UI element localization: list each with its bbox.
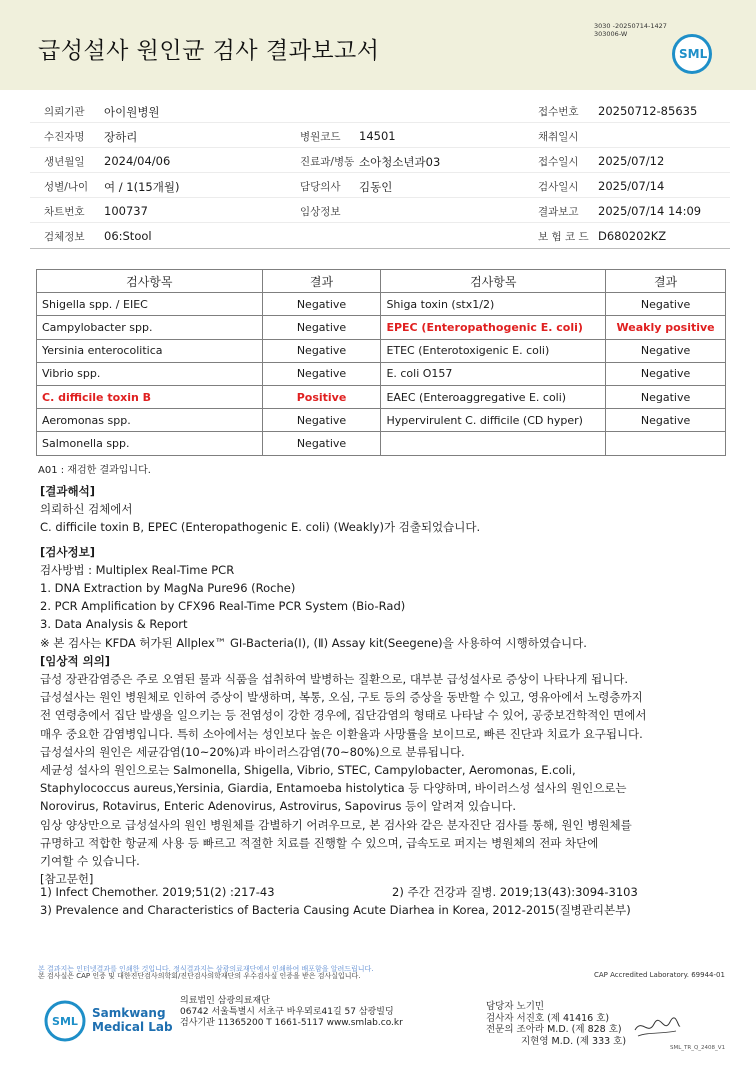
info-row xyxy=(30,173,730,198)
report-body xyxy=(40,482,730,888)
clinical-line: 기여할 수 있습니다. xyxy=(40,854,140,869)
staff-line: 전문의 조아라 M.D. (제 828 호) xyxy=(486,1024,622,1036)
footer-logo-name: Samkwang Medical Lab xyxy=(92,1006,173,1034)
recipient-value: 장하리 xyxy=(104,130,138,144)
clinical-line: 매우 중요한 감염병입니다. 특히 소아에서는 성인보다 높은 이환율과 사망률을 보이므로, 빠른 진단과 치료가 요구됩니다. xyxy=(40,726,643,741)
test-item: E. coli O157 xyxy=(381,362,606,385)
test-result-highlighted: Weakly positive xyxy=(606,316,726,339)
column-header: 검사항목 xyxy=(381,270,606,293)
test-item: Hypervirulent C. difficile (CD hyper) xyxy=(381,409,606,432)
info-row xyxy=(30,98,730,123)
report-date-value: 2025/07/14 14:09 xyxy=(598,204,702,218)
requesting-org-label: 의뢰기관 xyxy=(44,106,85,118)
table-row xyxy=(37,293,726,316)
department-value: 소아청소년과03 xyxy=(359,155,441,169)
internet-print-notice: 본 결과지는 인터넷결과를 인쇄한 것입니다. 정식결과지는 삼광의료재단에서 인쇄하여 배포함을 알려드립니다. xyxy=(38,965,374,973)
clinical-significance-heading: [임상적 의의] xyxy=(40,653,111,668)
receipt-date-label: 접수일시 xyxy=(538,156,579,168)
test-info-line: 3. Data Analysis & Report xyxy=(40,617,188,632)
org-address: 06742 서울특별시 서초구 바우뫼로41길 57 삼광빌딩 xyxy=(180,1007,394,1017)
patient-info-section xyxy=(30,98,730,249)
clinical-line: 급성설사의 원인은 세균감염(10~20%)과 바이러스감염(70~80%)으로 분류됩니다. xyxy=(40,744,465,759)
test-result: Negative xyxy=(606,293,726,316)
test-result: Negative xyxy=(606,385,726,408)
report-date-label: 결과보고 xyxy=(538,206,579,218)
table-row xyxy=(37,385,726,408)
column-header: 결과 xyxy=(262,270,381,293)
sml-footer-logo-icon xyxy=(44,1000,86,1042)
column-header: 결과 xyxy=(606,270,726,293)
clinical-line: 규명하고 적합한 항균제 사용 등 빠르고 적절한 치료를 진행할 수 있으며, 급속도로 퍼지는 병원체의 전파 차단에 xyxy=(40,835,599,850)
retest-note: A01 : 재검한 결과입니다. xyxy=(38,465,151,476)
test-result xyxy=(606,432,726,455)
info-row xyxy=(30,123,730,148)
test-info-line: 검사방법 : Multiplex Real-Time PCR xyxy=(40,562,235,577)
sex-age-label: 성별/나이 xyxy=(44,181,89,193)
info-row xyxy=(30,223,730,248)
test-info-line: 1. DNA Extraction by MagNa Pure96 (Roche) xyxy=(40,581,296,596)
test-item: Vibrio spp. xyxy=(37,362,263,385)
clinical-line: Staphylococcus aureus,Yersinia, Giardia, Entamoeba histolytica 등 다양하며, 바이러스성 설사의 원인으로는 xyxy=(40,781,627,796)
receipt-date-value: 2025/07/12 xyxy=(598,154,665,168)
table-row xyxy=(37,409,726,432)
test-info-line: ※ 본 검사는 KFDA 허가된 Allplex™ GI-Bacteria(Ⅰ), (Ⅱ) Assay kit(Seegene)을 사용하여 시행하였습니다. xyxy=(40,635,587,650)
birth-label: 생년월일 xyxy=(44,156,85,168)
test-item-highlighted: EPEC (Enteropathogenic E. coli) xyxy=(381,316,606,339)
requesting-org-value: 아이원병원 xyxy=(104,105,160,119)
test-item: Salmonella spp. xyxy=(37,432,263,455)
staff-line: 지현영 M.D. (제 333 호) xyxy=(521,1035,627,1047)
test-result: Negative xyxy=(606,362,726,385)
results-table xyxy=(36,269,726,456)
test-item: Campylobacter spp. xyxy=(37,316,263,339)
signature-icon xyxy=(632,1012,682,1042)
test-item: Shiga toxin (stx1/2) xyxy=(381,293,606,316)
test-item xyxy=(381,432,606,455)
table-row xyxy=(37,362,726,385)
clinical-line: 전 연령층에서 집단 발생을 일으키는 등 전염성이 강한 경우에, 집단감염의 형태로 나타날 수 있어, 공중보건학적인 면에서 xyxy=(40,708,647,723)
collection-date-label: 채취일시 xyxy=(538,131,579,143)
test-info-heading: [검사정보] xyxy=(40,544,95,559)
birth-value: 2024/04/06 xyxy=(104,154,171,168)
test-result: Negative xyxy=(262,432,381,455)
clinical-line: 임상 양상만으로 급성설사의 원인 병원체를 감별하기 어려우므로, 본 검사와 같은 분자진단 검사를 통해, 원인 병원체를 xyxy=(40,817,632,832)
staff-line: 검사자 서진호 (제 41416 호) xyxy=(486,1012,610,1024)
table-row xyxy=(37,316,726,339)
test-result: Negative xyxy=(262,409,381,432)
interpretation-line: 의뢰하신 검체에서 xyxy=(40,502,133,517)
table-row xyxy=(37,432,726,455)
column-header: 검사항목 xyxy=(37,270,263,293)
clinical-line: 세균성 설사의 원인으로는 Salmonella, Shigella, Vibrio, STEC, Campylobacter, Aeromonas, E.coli, xyxy=(40,763,576,778)
insurance-code-label: 보 험 코 드 xyxy=(538,231,589,243)
interpretation-heading: [결과해석] xyxy=(40,484,95,498)
test-date-value: 2025/07/14 xyxy=(598,179,665,193)
clinical-line: 급성설사는 원인 병원체로 인하여 증상이 발생하며, 복통, 오심, 구토 등의 증상을 동반할 수 있고, 영유아에서 노령층까지 xyxy=(40,690,643,705)
document-code: 3030 -20250714-1427 303006-W xyxy=(594,22,667,38)
cap-accreditation: CAP Accredited Laboratory. 69944-01 xyxy=(594,971,725,979)
org-contact: 검사기관 11365200 T 1661-5117 www.smlab.co.kr xyxy=(180,1018,403,1028)
reference-3: 3) Prevalence and Characteristics of Bacteria Causing Acute Diarhea in Korea, 2012-2015(질병관리본부) xyxy=(40,903,631,918)
doctor-value: 김동인 xyxy=(359,180,393,194)
report-header xyxy=(0,0,756,90)
test-info-line: 2. PCR Amplification by CFX96 Real-Time PCR System (Bio-Rad) xyxy=(40,599,406,614)
clinical-line: Norovirus, Rotavirus, Enteric Adenovirus, Astrovirus, Sapovirus 등이 알려져 있습니다. xyxy=(40,799,517,814)
sex-age-value: 여 / 1(15개월) xyxy=(104,180,180,194)
test-date-label: 검사일시 xyxy=(538,181,579,193)
reference-1: 1) Infect Chemother. 2019;51(2) :217-43 xyxy=(40,885,275,899)
hospital-code-label: 병원코드 xyxy=(300,131,341,143)
test-result: Negative xyxy=(262,293,381,316)
insurance-code-value: D680202KZ xyxy=(598,229,667,243)
test-item: ETEC (Enterotoxigenic E. coli) xyxy=(381,339,606,362)
test-item-highlighted: C. difficile toxin B xyxy=(37,385,263,408)
references-heading: [참고문헌] xyxy=(40,872,94,887)
test-result-highlighted: Positive xyxy=(262,385,381,408)
sml-logo-icon: SML xyxy=(672,34,712,74)
info-row xyxy=(30,148,730,173)
info-row xyxy=(30,198,730,223)
test-item: Aeromonas spp. xyxy=(37,409,263,432)
form-code: SML_TR_Q_2408_V1 xyxy=(670,1045,726,1051)
interpretation-line: C. difficile toxin B, EPEC (Enteropathogenic E. coli) (Weakly)가 검출되었습니다. xyxy=(40,520,481,535)
specimen-value: 06:Stool xyxy=(104,229,152,243)
test-result: Negative xyxy=(606,409,726,432)
reference-row xyxy=(40,883,638,901)
footer-address xyxy=(180,996,403,1029)
test-result: Negative xyxy=(262,316,381,339)
org-name: 의료법인 삼광의료재단 xyxy=(180,996,270,1006)
receipt-no-label: 접수번호 xyxy=(538,106,579,118)
recipient-label: 수진자명 xyxy=(44,131,85,143)
hospital-code-value: 14501 xyxy=(359,129,396,143)
specimen-label: 검체정보 xyxy=(44,231,85,243)
table-header-row xyxy=(37,270,726,293)
receipt-no-value: 20250712-85635 xyxy=(598,104,698,118)
test-item: Shigella spp. / EIEC xyxy=(37,293,263,316)
reference-2: 2) 주간 건강과 질병. 2019;13(43):3094-3103 xyxy=(392,885,638,899)
references xyxy=(40,883,638,919)
footer-staff xyxy=(486,1001,626,1047)
test-item: EAEC (Enteroaggregative E. coli) xyxy=(381,385,606,408)
table-row xyxy=(37,339,726,362)
test-result: Negative xyxy=(262,339,381,362)
clinical-info-label: 임상정보 xyxy=(300,206,341,218)
accreditation-notice: 본 검사실은 CAP 인증 및 대한진단검사의학회/진단검사의학재단의 우수검사실 인증을 받은 검사실입니다. xyxy=(38,972,361,980)
chart-no-value: 100737 xyxy=(104,204,148,218)
test-result: Negative xyxy=(606,339,726,362)
staff-line: 담당자 노기민 xyxy=(486,1001,545,1012)
chart-no-label: 차트번호 xyxy=(44,206,85,218)
clinical-line: 급성 장관감염증은 주로 오염된 물과 식품을 섭취하여 발병하는 질환으로, 대부분 급성설사로 증상이 나타나게 됩니다. xyxy=(40,672,629,687)
svg-text:SML: SML xyxy=(52,1015,78,1028)
test-result: Negative xyxy=(262,362,381,385)
department-label: 진료과/병동 xyxy=(300,156,355,168)
test-item: Yersinia enterocolitica xyxy=(37,339,263,362)
report-title: 급성설사 원인균 검사 결과보고서 xyxy=(38,38,380,64)
doctor-label: 담당의사 xyxy=(300,181,341,193)
